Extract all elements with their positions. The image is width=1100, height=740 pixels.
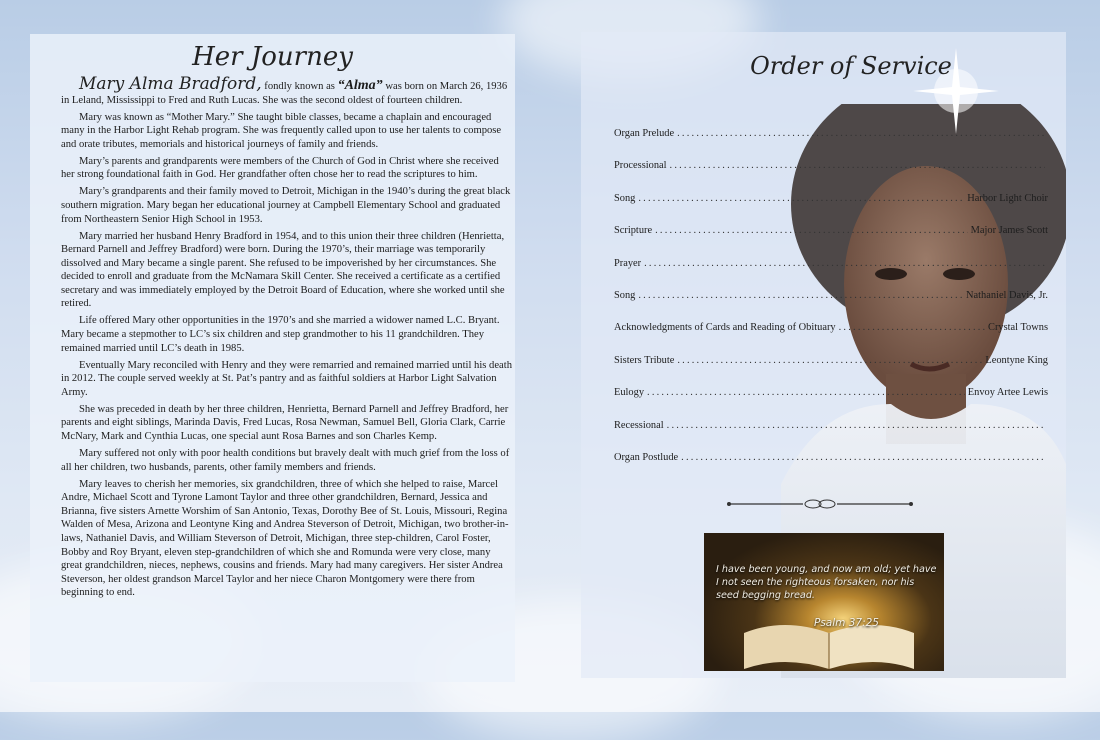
service-item-label: Scripture	[614, 225, 653, 237]
service-item-person: Envoy Artee Lewis	[967, 387, 1048, 399]
journey-paragraph: Eventually Mary reconciled with Henry and they were remarried and remained married until his death in 2012. The couple served weekly at St. Pat’s pantry and as faithful soldiers at Harbor Light Salvation Army.	[61, 359, 512, 398]
leader-dots	[647, 387, 965, 398]
open-bible-icon	[734, 603, 924, 671]
nickname: “Alma”	[337, 78, 383, 93]
service-item-person: Nathaniel Davis, Jr.	[966, 289, 1048, 301]
leader-dots	[638, 193, 964, 204]
leader-dots	[670, 160, 1045, 171]
journey-paragraph: Mary’s parents and grandparents were members of the Church of God in Christ where she received her strong foundational faith in God. Her grandfather often chose her to read the scriptures to him.	[61, 155, 499, 181]
service-item-label: Sisters Tribute	[614, 354, 675, 366]
service-item	[614, 258, 1048, 290]
order-of-service-page	[581, 32, 1066, 678]
service-item	[614, 420, 1048, 452]
service-item	[614, 452, 1048, 484]
service-item-label: Eulogy	[614, 387, 645, 399]
leader-dots	[655, 225, 968, 236]
order-of-service-title: Order of Service	[750, 52, 952, 80]
scripture-reference: Psalm 37:25	[814, 617, 879, 629]
journey-paragraph: She was preceded in death by her three children, Henrietta, Bernard Parnell and Jeffrey Bradford, her parents and eight siblings, Marinda Davis, Fred Lucas, Rosa Newman, Samuel Bell, Gloria Clark, Carrie McNary, Mark and Cynthia Lucas, one special aunt Rosa Barnes and son Charles Kemp.	[61, 403, 509, 442]
ornamental-divider-icon	[727, 497, 913, 511]
scripture-verse: I have been young, and now am old; yet have I not seen the righteous forsaken, nor his seed begging bread.	[716, 564, 937, 601]
her-journey-page	[30, 34, 515, 682]
journey-paragraph: Mary suffered not only with poor health conditions but bravely dealt with much grief from the loss of all her children, two husbands, parents, other family members and friends.	[61, 447, 510, 473]
leader-dots	[681, 452, 1045, 463]
scripture-card	[704, 533, 944, 671]
intro-text-b: was born on March 26, 1936 in Leland, Mississippi to Fred and Ruth Lucas. She was the second oldest of fourteen children.	[61, 81, 508, 106]
service-item-label: Acknowledgments of Cards and Reading of Obituary	[614, 322, 836, 334]
service-item-label: Processional	[614, 160, 667, 172]
intro-text-a: fondly known as	[261, 81, 338, 92]
service-item	[614, 290, 1048, 322]
journey-intro-paragraph	[61, 74, 512, 107]
service-item-label: Prayer	[614, 257, 642, 269]
leader-dots	[677, 355, 982, 366]
service-item	[614, 128, 1048, 160]
service-item-label: Organ Prelude	[614, 128, 675, 139]
journey-paragraph: Mary’s grandparents and their family moved to Detroit, Michigan in the 1940’s during the great black southern migration. Mary began her educational journey at Campbell Elementary School and graduated from Northeastern Senior High School in 1953.	[61, 186, 511, 225]
journey-paragraph: Mary leaves to cherish her memories, six grandchildren, three of which she helped to raise, Marcel Andre, Michael Scott and Tyrone Lamont Taylor and three other grandchildren, Bernard, Jessica and Brianna, five sisters Arnette Worshim of San Antonio, Texas, Dorothy Bee of St. Louis, Missouri, Regina Walden of Mesa, Arizona and Leontyne King and Andrea Steverson of Detroit, Michigan, two brother-in-laws, Nathaniel Davis, and William Steverson of Detroit, Michigan, three step-children, Carol Foster, Bobby and Roy Bryant, eleven step-grandchildren of which she and Romunda were very close, many great grandchildren, nieces, nephews, cousins and friends. Mary had many caregivers. Her sister Andrea Steverson, her oldest grandson Marcel Taylor and her niece Charon Montgomery were there from beginning to end.	[61, 478, 509, 599]
service-item-label: Organ Postlude	[614, 451, 679, 463]
service-item	[614, 193, 1048, 225]
journey-paragraph: Life offered Mary other opportunities in the 1970’s and she married a widower named L.C. Bryant. Mary became a stepmother to LC’s six children and step grandmother to his 11 grandchildren. They remained married until LC’s death in 1985.	[61, 315, 500, 354]
leader-dots	[839, 322, 985, 333]
order-of-service-list	[614, 128, 1048, 484]
deceased-name: Mary Alma Bradford,	[79, 74, 262, 94]
service-item-person: Crystal Towns	[988, 322, 1048, 334]
service-item	[614, 387, 1048, 419]
her-journey-title: Her Journey	[192, 42, 353, 72]
service-item-label: Song	[614, 289, 636, 301]
leader-dots	[644, 258, 1045, 269]
journey-text	[61, 74, 512, 603]
service-item	[614, 160, 1048, 192]
service-item-person: Harbor Light Choir	[967, 192, 1048, 204]
service-item	[614, 322, 1048, 354]
journey-paragraph: Mary married her husband Henry Bradford in 1954, and to this union their three children (Henrietta, Bernard Parnell and Jeffrey Bradford) were born. During the 1970’s, their marriage was temporarily dissolved and Mary became a single parent. She refused to be impoverished by her circumstances. She decided to enroll and graduate from the McNamara Skill Center. She received a certificate as a certified secretary and was immediately employed by the Detroit Board of Education, where she worked until she retired.	[61, 230, 505, 310]
service-item-label: Song	[614, 192, 636, 204]
service-item-label: Recessional	[614, 419, 664, 431]
leader-dots	[677, 128, 1045, 139]
leader-dots	[667, 420, 1045, 431]
service-item	[614, 355, 1048, 387]
journey-paragraph: Mary was known as “Mother Mary.” She taught bible classes, became a chaplain and encouraged many in the Harbor Light Rehab program. She was frequently called upon to use her talents to compose and orate tributes, memorials and historical journeys of family and friends.	[61, 111, 502, 150]
service-item-person: Major James Scott	[970, 225, 1048, 237]
service-item	[614, 225, 1048, 257]
service-item-person: Leontyne King	[985, 354, 1048, 366]
leader-dots	[638, 290, 963, 301]
